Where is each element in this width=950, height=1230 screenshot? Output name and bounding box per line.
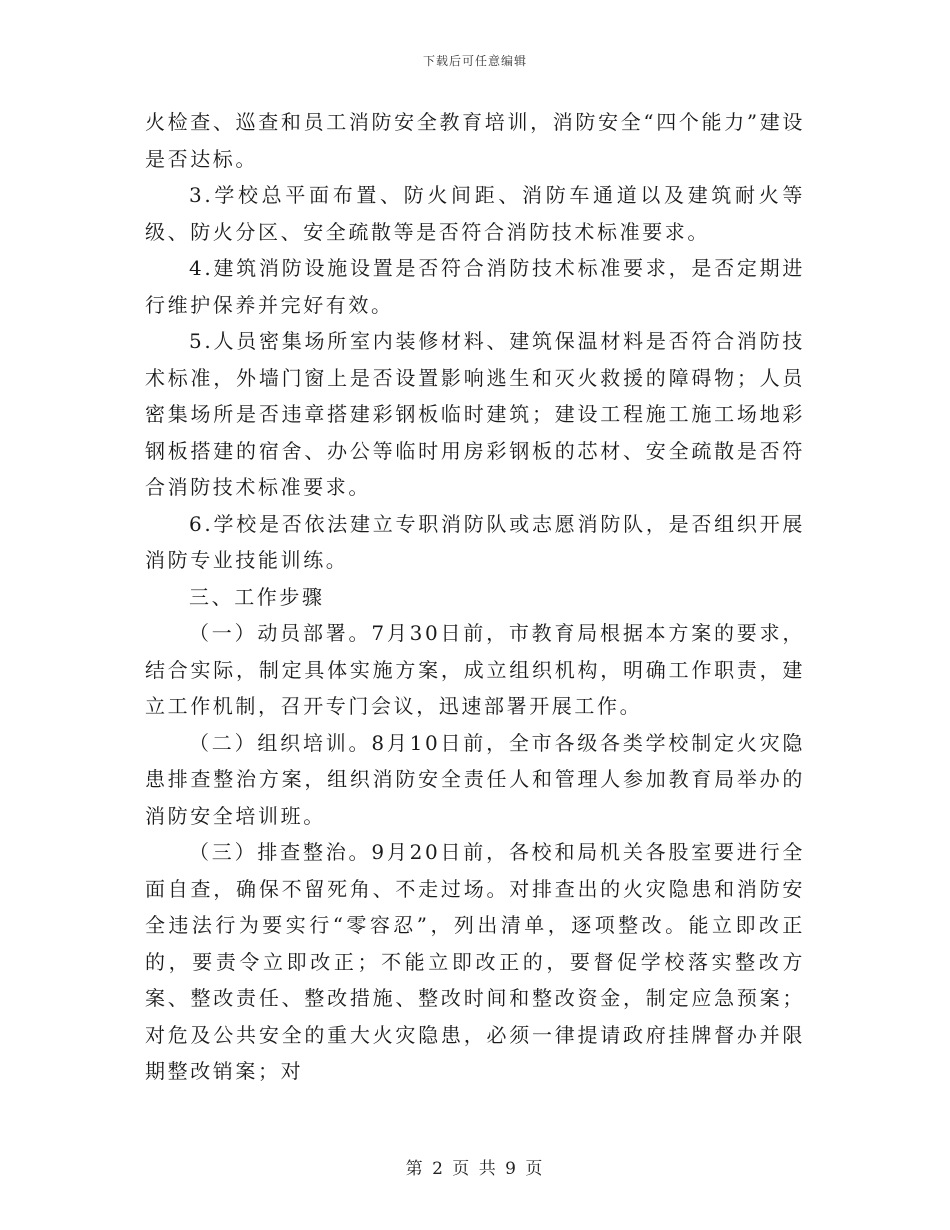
paragraph-item-3: 3.学校总平面布置、防火间距、消防车通道以及建筑耐火等级、防火分区、安全疏散等是否符合消防技术标准要求。 (145, 183, 805, 244)
page-number-footer: 第 2 页 共 9 页 (405, 1159, 545, 1179)
paragraph-step-3: （三）排查整治。9月20日前，各校和局机关各股室要进行全面自查，确保不留死角、不走过场。对排查出的火灾隐患和消防安全违法行为要实行“零容忍”，列出清单，逐项整改。能立即改正的，要责令立即改正；不能立即改正的，要督促学校落实整改方案、整改责任、整改措施、整改时间和整改资金，制定应急预案；对危及公共安全的重大火灾隐患，必须一律提请政府挂牌督办并限期整改销案；对 (145, 840, 805, 1083)
paragraph-item-6: 6.学校是否依法建立专职消防队或志愿消防队，是否组织开展消防专业技能训练。 (145, 511, 805, 572)
document-body (145, 104, 805, 1090)
paragraph-step-2: （二）组织培训。8月10日前，全市各级各类学校制定火灾隐患排查整治方案，组织消防安全责任人和管理人参加教育局举办的消防安全培训班。 (145, 730, 805, 828)
paragraph-item-5: 5.人员密集场所室内装修材料、建筑保温材料是否符合消防技术标准，外墙门窗上是否设置影响逃生和灭火救援的障碍物；人员密集场所是否违章搭建彩钢板临时建筑；建设工程施工施工场地彩钢板搭建的宿舍、办公等临时用房彩钢板的芯材、安全疏散是否符合消防技术标准要求。 (145, 329, 805, 499)
page-header-note: 下载后可任意编辑 (422, 54, 527, 68)
section-heading-work-steps: 三、工作步骤 (189, 584, 325, 609)
paragraph-item-4: 4.建筑消防设施设置是否符合消防技术标准要求，是否定期进行维护保养并完好有效。 (145, 256, 805, 317)
paragraph-step-1: （一）动员部署。7月30日前，市教育局根据本方案的要求，结合实际，制定具体实施方案，成立组织机构，明确工作职责，建立工作机制，召开专门会议，迅速部署开展工作。 (145, 621, 805, 718)
paragraph-continuation: 火检查、巡查和员工消防安全教育培训，消防安全“四个能力”建设是否达标。 (145, 110, 805, 171)
